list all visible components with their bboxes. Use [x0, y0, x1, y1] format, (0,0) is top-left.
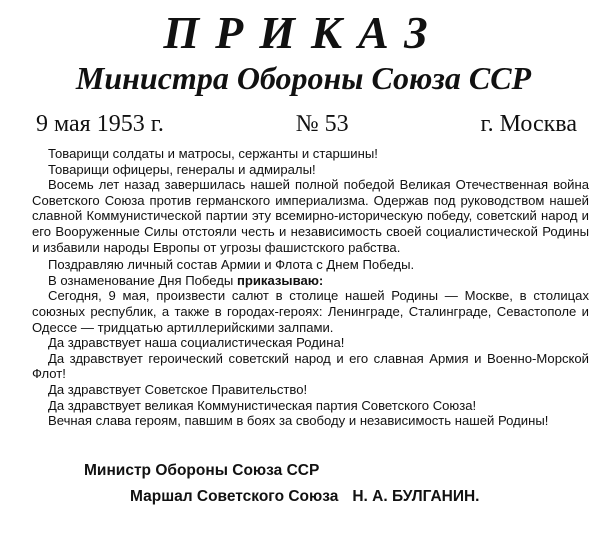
- order-intro-bold: приказываю:: [236, 272, 324, 288]
- paragraph-long-live-party: Да здравствует великая Коммунистическая партия Советского Союза!: [48, 397, 477, 413]
- signature-rank: Маршал Советского Союза: [130, 488, 339, 505]
- paragraph-congratulation: Поздравляю личный состав Армии и Флота с Днем Победы.: [48, 257, 415, 273]
- signature-position: Министр Обороны Союза ССР: [84, 462, 320, 479]
- document-meta: [36, 110, 577, 138]
- paragraph-eternal-glory: Вечная слава героям, павшим в боях за свободу и независимость нашей Родины!: [48, 413, 549, 429]
- signature-block: [130, 488, 607, 506]
- paragraph-order-intro: [32, 273, 589, 289]
- document-subtitle: Министра Обороны Союза ССР: [75, 60, 532, 96]
- paragraph-long-live-army: Да здравствует героический советский народ и его славная Армия и Военно-Морской Флот!: [32, 350, 589, 382]
- paragraph-long-live-homeland: Да здравствует наша социалистическая Родина!: [48, 335, 345, 351]
- document-body: [32, 146, 589, 429]
- document-number: № 53: [295, 111, 349, 137]
- document-date: 9 мая 1953 г.: [36, 111, 164, 137]
- document-title: ПРИКАЗ: [163, 7, 444, 58]
- document-place: г. Москва: [480, 111, 577, 137]
- paragraph-salute: Сегодня, 9 мая, произвести салют в столице нашей Родины — Москве, в столицах союзных республик, а также в городах-героях: Ленинграде, Сталинграде, Севастополе и Одессе — тридцатью артиллерийскими залпами.: [32, 288, 589, 335]
- order-intro-text: В ознаменование Дня Победы: [48, 272, 237, 288]
- paragraph-greeting-soldiers: Товарищи солдаты и матросы, сержанты и старшины!: [48, 146, 378, 161]
- signature-name: Н. А. БУЛГАНИН.: [352, 488, 480, 505]
- paragraph-long-live-government: Да здравствует Советское Правительство!: [48, 381, 308, 397]
- paragraph-greeting-officers: Товарищи офицеры, генералы и адмиралы!: [48, 161, 316, 177]
- paragraph-victory: Восемь лет назад завершилась нашей полной победой Великая Отечественная война Советского Союза против германского империализма. Одержав под руководством нашей славной Коммунистической партии эту всемирно-историческую победу, советский народ и его Вооруженные Силы отстояли честь и независимость своей социалистической Родины и избавили народы Европы от угрозы фашистского рабства.: [32, 177, 589, 255]
